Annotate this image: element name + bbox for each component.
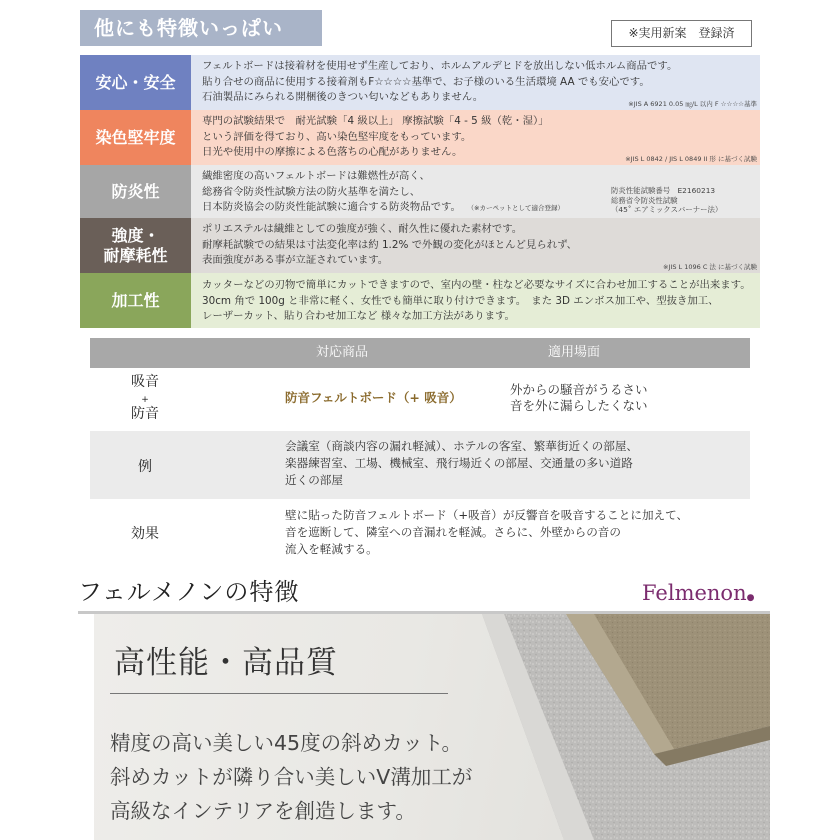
quality-line-1: 精度の高い美しい45度の斜めカット。 bbox=[110, 731, 463, 755]
feature-label-dye: 染色堅牢度 bbox=[80, 110, 191, 165]
felmenon-title: フェルメノンの特徴 bbox=[78, 578, 300, 606]
table-product-name: 防音フェルトボード（+ 吸音） bbox=[285, 390, 462, 405]
feature-text-process: カッターなどの刃物で簡単にカットできますので、室内の壁・柱など必要なサイズに合わせ加工することが出来ます。 30cm 角で 100g と非常に軽く、女性でも簡単に取り付けできます。 また 3D エンボス加工や、型抜き加工、 レーザーカット、貼り合わせ加工など 様々な加工方法があります。 bbox=[202, 279, 751, 322]
feature-label-process: 加工性 bbox=[80, 273, 191, 328]
feature-note-dye: ※JIS L 0842 / JIS L 0849 II 形 に基づく試験 bbox=[625, 155, 757, 163]
feature-body-fire bbox=[191, 165, 760, 218]
feature-body-process bbox=[191, 273, 760, 328]
feature-note-strength: ※JIS L 1096 C 法 に基づく試験 bbox=[663, 263, 757, 271]
table-header bbox=[90, 338, 750, 368]
feature-row-dye bbox=[80, 110, 760, 165]
feature-label-fire: 防炎性 bbox=[80, 165, 191, 218]
feature-body-strength bbox=[191, 218, 760, 273]
feature-text-fire: 繊維密度の高いフェルトボードは難燃性が高く、 総務省令防炎性試験方法の防火基準を満たし、 日本防炎協会の防炎性能試験に適合する防炎物品です。 （※カーペットとして適合登録） bbox=[202, 170, 564, 213]
feature-note-safety: ※JIS A 6921 0.05 ㎎/L 以内 F ☆☆☆☆基準 bbox=[628, 100, 757, 108]
quality-line-3: 高級なインテリアを創造します。 bbox=[110, 799, 416, 823]
quality-line-2: 斜めカットが隣り合い美しいV溝加工が bbox=[110, 765, 473, 789]
table-row-soundproof bbox=[90, 368, 750, 431]
table-example-text: 会議室（商談内容の漏れ軽減）、ホテルの客室、繁華街近くの部屋、 楽器練習室、工場、機械室、飛行場近くの部屋、交通量の多い道路 近くの部屋 bbox=[285, 439, 639, 487]
table-header-scene: 適用場面 bbox=[548, 345, 601, 360]
patent-badge: ※実用新案 登録済 bbox=[611, 20, 752, 47]
table-row-effect bbox=[90, 499, 750, 563]
feature-body-safety bbox=[191, 55, 760, 110]
table-effect-text: 壁に貼った防音フェルトボード（+吸音）が反響音を吸音することに加えて、 音を遮断して、隣室への音漏れを軽減。さらに、外壁からの音の 流入を軽減する。 bbox=[285, 508, 689, 556]
table-row-label: 吸音 + 防音 bbox=[131, 374, 159, 422]
quality-divider bbox=[110, 693, 448, 694]
feature-text-dye: 専門の試験結果で 耐光試験「4 級以上」 摩擦試験「4 - 5 級（乾・湿）」 という評価を得ており、高い染色堅牢度をもっています。 日光や使用中の摩擦による色落ちの心配がありません。 bbox=[202, 115, 549, 158]
feature-row-fire bbox=[80, 165, 760, 218]
brand-logo: Felmenon● bbox=[642, 581, 755, 605]
feature-side-note-fire: 防炎性能試験番号 E2160213 総務省令防炎性試験 （45˚ エアミックスバーナー法） bbox=[611, 186, 723, 214]
feature-body-dye bbox=[191, 110, 760, 165]
quality-title: 高性能・高品質 bbox=[114, 645, 338, 681]
feature-text-safety: フェルトボードは接着材を使用せず生産しており、ホルムアルデヒドを放出しない低ホルム商品です。 貼り合せの商品に使用する接着剤もF☆☆☆☆基準で、お子様のいる生活環境 AA でも安心です。 石油製品にみられる開梱後のきつい匂いなどもありません。 bbox=[202, 60, 678, 103]
section-title: 他にも特徴いっぱい bbox=[80, 10, 322, 46]
feature-row-process bbox=[80, 273, 760, 328]
feature-text-strength: ポリエステルは繊維としての強度が強く、耐久性に優れた素材です。 耐摩耗試験での結果は寸法変化率は約 1.2% で外観の変化がほとんど見られず、 表面強度がある事が立証されています。 bbox=[202, 223, 578, 266]
feature-row-strength bbox=[80, 218, 760, 273]
table-row-label: 効果 bbox=[131, 526, 159, 542]
feature-label-safety: 安心・安全 bbox=[80, 55, 191, 110]
table-header-product: 対応商品 bbox=[316, 345, 369, 360]
table-scene-text: 外からの騒音がうるさい 音を外に漏らしたくない bbox=[510, 382, 648, 413]
table-row-example bbox=[90, 431, 750, 499]
feature-row-safety bbox=[80, 55, 760, 110]
feature-label-strength: 強度・ 耐摩耗性 bbox=[80, 218, 191, 273]
table-row-label: 例 bbox=[138, 459, 152, 475]
